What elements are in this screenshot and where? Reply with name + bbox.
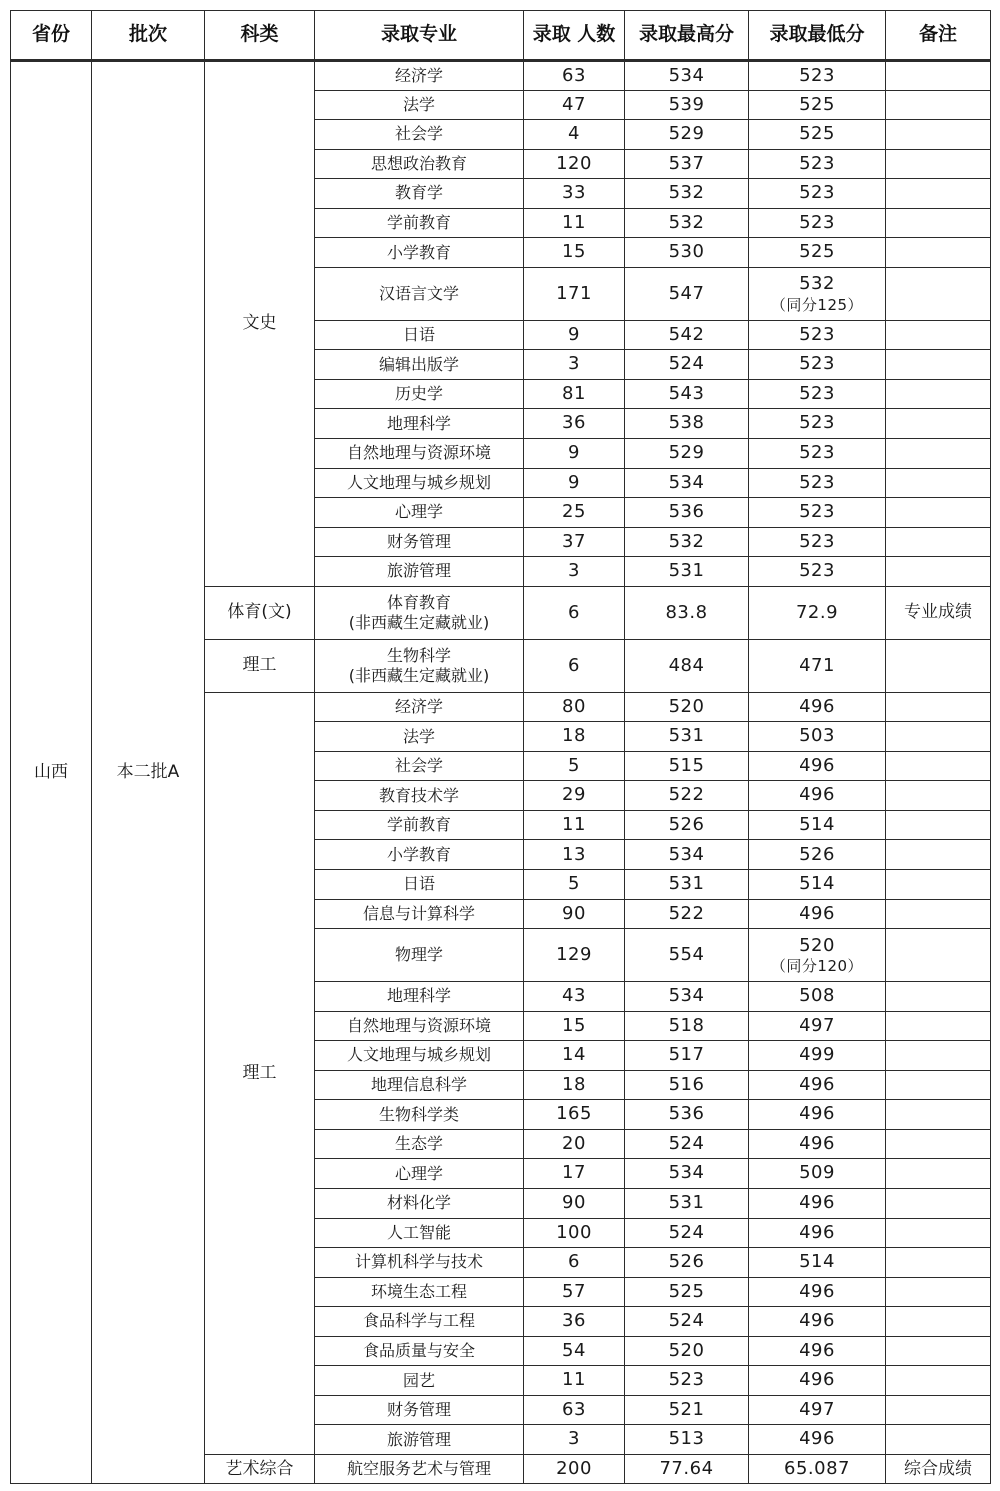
admit-count-cell: 63 bbox=[524, 1395, 625, 1425]
admit-count-cell: 129 bbox=[524, 929, 625, 982]
max-score-cell: 523 bbox=[625, 1366, 749, 1396]
major-cell: 日语 bbox=[315, 320, 524, 350]
min-score-cell: 525 bbox=[749, 238, 886, 268]
max-score-cell: 532 bbox=[625, 208, 749, 238]
max-score-cell: 518 bbox=[625, 1011, 749, 1041]
min-score-cell: 503 bbox=[749, 722, 886, 752]
remark-cell bbox=[886, 639, 991, 692]
major-cell: 自然地理与资源环境 bbox=[315, 1011, 524, 1041]
admit-count-cell: 15 bbox=[524, 1011, 625, 1041]
major-cell bbox=[315, 639, 524, 692]
max-score-cell: 529 bbox=[625, 439, 749, 469]
max-score-cell: 537 bbox=[625, 149, 749, 179]
max-score-cell: 536 bbox=[625, 1100, 749, 1130]
max-score-cell: 83.8 bbox=[625, 586, 749, 639]
max-score-cell: 531 bbox=[625, 870, 749, 900]
header-batch: 批次 bbox=[92, 11, 205, 61]
remark-cell: 专业成绩 bbox=[886, 586, 991, 639]
min-score-cell: 496 bbox=[749, 1277, 886, 1307]
admit-count-cell: 6 bbox=[524, 639, 625, 692]
remark-cell bbox=[886, 870, 991, 900]
major-cell: 学前教育 bbox=[315, 810, 524, 840]
major-cell: 社会学 bbox=[315, 120, 524, 150]
admit-count-cell: 120 bbox=[524, 149, 625, 179]
max-score-cell: 531 bbox=[625, 722, 749, 752]
remark-cell bbox=[886, 1070, 991, 1100]
min-score-cell: 496 bbox=[749, 1366, 886, 1396]
max-score-cell: 529 bbox=[625, 120, 749, 150]
max-score-cell: 524 bbox=[625, 1129, 749, 1159]
category-cell: 体育(文) bbox=[205, 586, 315, 639]
major-cell: 旅游管理 bbox=[315, 557, 524, 587]
major-cell: 心理学 bbox=[315, 1159, 524, 1189]
table-header bbox=[11, 11, 991, 61]
major-cell: 经济学 bbox=[315, 692, 524, 722]
admit-count-cell: 18 bbox=[524, 722, 625, 752]
min-score-cell: 523 bbox=[749, 439, 886, 469]
max-score-cell: 521 bbox=[625, 1395, 749, 1425]
admit-count-cell: 20 bbox=[524, 1129, 625, 1159]
header-major: 录取专业 bbox=[315, 11, 524, 61]
min-score-cell: 514 bbox=[749, 810, 886, 840]
min-score-cell: 497 bbox=[749, 1395, 886, 1425]
max-score-cell: 520 bbox=[625, 1336, 749, 1366]
remark-cell: 综合成绩 bbox=[886, 1454, 991, 1484]
province-cell: 山西 bbox=[11, 61, 92, 1484]
admit-count-cell: 13 bbox=[524, 840, 625, 870]
remark-cell bbox=[886, 498, 991, 528]
remark-cell bbox=[886, 1188, 991, 1218]
remark-cell bbox=[886, 557, 991, 587]
header-max-score: 录取最高分 bbox=[625, 11, 749, 61]
min-score-cell: 496 bbox=[749, 899, 886, 929]
max-score-cell: 534 bbox=[625, 840, 749, 870]
major-cell: 旅游管理 bbox=[315, 1425, 524, 1455]
max-score-cell: 538 bbox=[625, 409, 749, 439]
remark-cell bbox=[886, 1011, 991, 1041]
admit-count-cell: 100 bbox=[524, 1218, 625, 1248]
min-score-cell: 496 bbox=[749, 1100, 886, 1130]
major-cell: 历史学 bbox=[315, 379, 524, 409]
max-score-cell: 517 bbox=[625, 1041, 749, 1071]
header-min-score: 录取最低分 bbox=[749, 11, 886, 61]
max-score-cell: 513 bbox=[625, 1425, 749, 1455]
major-cell: 法学 bbox=[315, 90, 524, 120]
min-score-cell: 499 bbox=[749, 1041, 886, 1071]
min-score-cell: 523 bbox=[749, 208, 886, 238]
admit-count-cell: 4 bbox=[524, 120, 625, 150]
admit-count-cell: 6 bbox=[524, 586, 625, 639]
min-score-cell: 526 bbox=[749, 840, 886, 870]
min-score-value: 532 bbox=[799, 273, 835, 295]
admit-count-cell: 165 bbox=[524, 1100, 625, 1130]
max-score-cell: 532 bbox=[625, 179, 749, 209]
max-score-cell: 531 bbox=[625, 557, 749, 587]
header-category: 科类 bbox=[205, 11, 315, 61]
min-score-cell: 65.087 bbox=[749, 1454, 886, 1484]
admit-count-cell: 57 bbox=[524, 1277, 625, 1307]
remark-cell bbox=[886, 982, 991, 1012]
major-cell: 教育学 bbox=[315, 179, 524, 209]
major-cell: 小学教育 bbox=[315, 840, 524, 870]
major-cell: 生物科学类 bbox=[315, 1100, 524, 1130]
min-score-cell: 496 bbox=[749, 1188, 886, 1218]
major-cell: 法学 bbox=[315, 722, 524, 752]
admit-count-cell: 54 bbox=[524, 1336, 625, 1366]
min-score-cell: 523 bbox=[749, 527, 886, 557]
min-score-cell: 496 bbox=[749, 751, 886, 781]
remark-cell bbox=[886, 149, 991, 179]
major-cell: 材料化学 bbox=[315, 1188, 524, 1218]
min-score-cell: 523 bbox=[749, 468, 886, 498]
tie-note: （同分125） bbox=[770, 295, 864, 314]
admit-count-cell: 63 bbox=[524, 61, 625, 91]
min-score-cell: 496 bbox=[749, 692, 886, 722]
admit-count-cell: 36 bbox=[524, 1307, 625, 1337]
max-score-cell: 522 bbox=[625, 899, 749, 929]
major-cell: 计算机科学与技术 bbox=[315, 1248, 524, 1278]
max-score-cell: 524 bbox=[625, 1307, 749, 1337]
admission-score-table bbox=[10, 10, 991, 1484]
min-score-cell: 523 bbox=[749, 320, 886, 350]
major-cell: 地理信息科学 bbox=[315, 1070, 524, 1100]
min-score-cell: 525 bbox=[749, 90, 886, 120]
major-note: (非西藏生定藏就业) bbox=[348, 612, 490, 632]
admit-count-cell: 5 bbox=[524, 870, 625, 900]
major-cell: 园艺 bbox=[315, 1366, 524, 1396]
max-score-cell: 484 bbox=[625, 639, 749, 692]
min-score-cell: 496 bbox=[749, 1070, 886, 1100]
major-cell: 人工智能 bbox=[315, 1218, 524, 1248]
major-cell: 物理学 bbox=[315, 929, 524, 982]
min-score-cell: 523 bbox=[749, 409, 886, 439]
min-score-cell: 496 bbox=[749, 1218, 886, 1248]
max-score-cell: 534 bbox=[625, 982, 749, 1012]
major-cell: 食品质量与安全 bbox=[315, 1336, 524, 1366]
remark-cell bbox=[886, 1041, 991, 1071]
table-body bbox=[11, 61, 991, 1484]
max-score-cell: 520 bbox=[625, 692, 749, 722]
admit-count-cell: 11 bbox=[524, 208, 625, 238]
min-score-cell: 525 bbox=[749, 120, 886, 150]
major-cell: 小学教育 bbox=[315, 238, 524, 268]
min-score-cell: 523 bbox=[749, 350, 886, 380]
min-score-cell: 496 bbox=[749, 1307, 886, 1337]
admit-count-cell: 90 bbox=[524, 899, 625, 929]
min-score-cell bbox=[749, 929, 886, 982]
major-cell: 心理学 bbox=[315, 498, 524, 528]
remark-cell bbox=[886, 179, 991, 209]
remark-cell bbox=[886, 320, 991, 350]
remark-cell bbox=[886, 120, 991, 150]
admit-count-cell: 15 bbox=[524, 238, 625, 268]
major-cell: 思想政治教育 bbox=[315, 149, 524, 179]
admit-count-cell: 29 bbox=[524, 781, 625, 811]
min-score-cell: 523 bbox=[749, 379, 886, 409]
admit-count-cell: 200 bbox=[524, 1454, 625, 1484]
major-name: 体育教育 bbox=[386, 592, 451, 612]
min-score-cell bbox=[749, 267, 886, 320]
min-score-cell: 72.9 bbox=[749, 586, 886, 639]
remark-cell bbox=[886, 810, 991, 840]
max-score-cell: 543 bbox=[625, 379, 749, 409]
major-cell: 信息与计算科学 bbox=[315, 899, 524, 929]
major-cell: 地理科学 bbox=[315, 409, 524, 439]
category-cell: 理工 bbox=[205, 639, 315, 692]
remark-cell bbox=[886, 1277, 991, 1307]
min-score-cell: 523 bbox=[749, 498, 886, 528]
admit-count-cell: 171 bbox=[524, 267, 625, 320]
major-note: (非西藏生定藏就业) bbox=[348, 665, 490, 685]
admit-count-cell: 3 bbox=[524, 557, 625, 587]
min-score-cell: 523 bbox=[749, 179, 886, 209]
header-remark: 备注 bbox=[886, 11, 991, 61]
min-score-cell: 514 bbox=[749, 1248, 886, 1278]
major-cell: 生态学 bbox=[315, 1129, 524, 1159]
max-score-cell: 515 bbox=[625, 751, 749, 781]
remark-cell bbox=[886, 1159, 991, 1189]
admit-count-cell: 9 bbox=[524, 320, 625, 350]
remark-cell bbox=[886, 379, 991, 409]
max-score-cell: 516 bbox=[625, 1070, 749, 1100]
major-cell: 人文地理与城乡规划 bbox=[315, 1041, 524, 1071]
admit-count-cell: 81 bbox=[524, 379, 625, 409]
admit-count-cell: 3 bbox=[524, 1425, 625, 1455]
remark-cell bbox=[886, 1100, 991, 1130]
max-score-cell: 530 bbox=[625, 238, 749, 268]
min-score-cell: 509 bbox=[749, 1159, 886, 1189]
remark-cell bbox=[886, 840, 991, 870]
remark-cell bbox=[886, 1307, 991, 1337]
remark-cell bbox=[886, 899, 991, 929]
admit-count-cell: 6 bbox=[524, 1248, 625, 1278]
remark-cell bbox=[886, 1129, 991, 1159]
admit-count-cell: 33 bbox=[524, 179, 625, 209]
admit-count-cell: 5 bbox=[524, 751, 625, 781]
max-score-cell: 534 bbox=[625, 468, 749, 498]
max-score-cell: 534 bbox=[625, 61, 749, 91]
admit-count-cell: 37 bbox=[524, 527, 625, 557]
major-cell: 日语 bbox=[315, 870, 524, 900]
min-score-cell: 471 bbox=[749, 639, 886, 692]
max-score-cell: 534 bbox=[625, 1159, 749, 1189]
min-score-cell: 497 bbox=[749, 1011, 886, 1041]
min-score-cell: 508 bbox=[749, 982, 886, 1012]
admit-count-cell: 43 bbox=[524, 982, 625, 1012]
max-score-cell: 526 bbox=[625, 1248, 749, 1278]
major-cell: 财务管理 bbox=[315, 1395, 524, 1425]
category-cell: 文史 bbox=[205, 61, 315, 587]
max-score-cell: 539 bbox=[625, 90, 749, 120]
remark-cell bbox=[886, 90, 991, 120]
admit-count-cell: 14 bbox=[524, 1041, 625, 1071]
remark-cell bbox=[886, 439, 991, 469]
admit-count-cell: 11 bbox=[524, 1366, 625, 1396]
max-score-cell: 532 bbox=[625, 527, 749, 557]
admit-count-cell: 36 bbox=[524, 409, 625, 439]
remark-cell bbox=[886, 208, 991, 238]
min-score-cell: 523 bbox=[749, 61, 886, 91]
max-score-cell: 536 bbox=[625, 498, 749, 528]
remark-cell bbox=[886, 1395, 991, 1425]
admit-count-cell: 90 bbox=[524, 1188, 625, 1218]
major-cell: 自然地理与资源环境 bbox=[315, 439, 524, 469]
min-score-cell: 496 bbox=[749, 781, 886, 811]
admit-count-cell: 17 bbox=[524, 1159, 625, 1189]
max-score-cell: 522 bbox=[625, 781, 749, 811]
major-cell: 航空服务艺术与管理 bbox=[315, 1454, 524, 1484]
admit-count-cell: 9 bbox=[524, 439, 625, 469]
major-cell: 食品科学与工程 bbox=[315, 1307, 524, 1337]
header-admit-count: 录取 人数 bbox=[524, 11, 625, 61]
remark-cell bbox=[886, 722, 991, 752]
admit-count-cell: 11 bbox=[524, 810, 625, 840]
admit-count-cell: 80 bbox=[524, 692, 625, 722]
table-row bbox=[11, 61, 991, 91]
major-cell: 财务管理 bbox=[315, 527, 524, 557]
max-score-cell: 526 bbox=[625, 810, 749, 840]
remark-cell bbox=[886, 1218, 991, 1248]
category-cell: 艺术综合 bbox=[205, 1454, 315, 1484]
max-score-cell: 524 bbox=[625, 1218, 749, 1248]
max-score-cell: 531 bbox=[625, 1188, 749, 1218]
category-cell: 理工 bbox=[205, 692, 315, 1454]
remark-cell bbox=[886, 527, 991, 557]
major-name: 生物科学 bbox=[386, 645, 451, 665]
header-province: 省份 bbox=[11, 11, 92, 61]
min-score-cell: 496 bbox=[749, 1129, 886, 1159]
max-score-cell: 525 bbox=[625, 1277, 749, 1307]
major-cell: 人文地理与城乡规划 bbox=[315, 468, 524, 498]
major-cell: 学前教育 bbox=[315, 208, 524, 238]
header-row bbox=[11, 11, 991, 61]
remark-cell bbox=[886, 781, 991, 811]
major-cell bbox=[315, 586, 524, 639]
max-score-cell: 524 bbox=[625, 350, 749, 380]
min-score-cell: 496 bbox=[749, 1336, 886, 1366]
remark-cell bbox=[886, 929, 991, 982]
remark-cell bbox=[886, 267, 991, 320]
min-score-value: 520 bbox=[799, 934, 835, 956]
min-score-cell: 496 bbox=[749, 1425, 886, 1455]
min-score-cell: 514 bbox=[749, 870, 886, 900]
admit-count-cell: 9 bbox=[524, 468, 625, 498]
remark-cell bbox=[886, 350, 991, 380]
major-cell: 经济学 bbox=[315, 61, 524, 91]
major-cell: 编辑出版学 bbox=[315, 350, 524, 380]
remark-cell bbox=[886, 692, 991, 722]
major-cell: 社会学 bbox=[315, 751, 524, 781]
remark-cell bbox=[886, 61, 991, 91]
major-cell: 汉语言文学 bbox=[315, 267, 524, 320]
remark-cell bbox=[886, 468, 991, 498]
major-cell: 环境生态工程 bbox=[315, 1277, 524, 1307]
major-cell: 教育技术学 bbox=[315, 781, 524, 811]
max-score-cell: 547 bbox=[625, 267, 749, 320]
remark-cell bbox=[886, 1248, 991, 1278]
tie-note: （同分120） bbox=[770, 957, 864, 975]
admit-count-cell: 3 bbox=[524, 350, 625, 380]
remark-cell bbox=[886, 409, 991, 439]
remark-cell bbox=[886, 1425, 991, 1455]
max-score-cell: 77.64 bbox=[625, 1454, 749, 1484]
admit-count-cell: 18 bbox=[524, 1070, 625, 1100]
max-score-cell: 554 bbox=[625, 929, 749, 982]
max-score-cell: 542 bbox=[625, 320, 749, 350]
batch-cell: 本二批A bbox=[92, 61, 205, 1484]
admit-count-cell: 25 bbox=[524, 498, 625, 528]
remark-cell bbox=[886, 1336, 991, 1366]
min-score-cell: 523 bbox=[749, 557, 886, 587]
remark-cell bbox=[886, 751, 991, 781]
admit-count-cell: 47 bbox=[524, 90, 625, 120]
remark-cell bbox=[886, 238, 991, 268]
major-cell: 地理科学 bbox=[315, 982, 524, 1012]
min-score-cell: 523 bbox=[749, 149, 886, 179]
remark-cell bbox=[886, 1366, 991, 1396]
